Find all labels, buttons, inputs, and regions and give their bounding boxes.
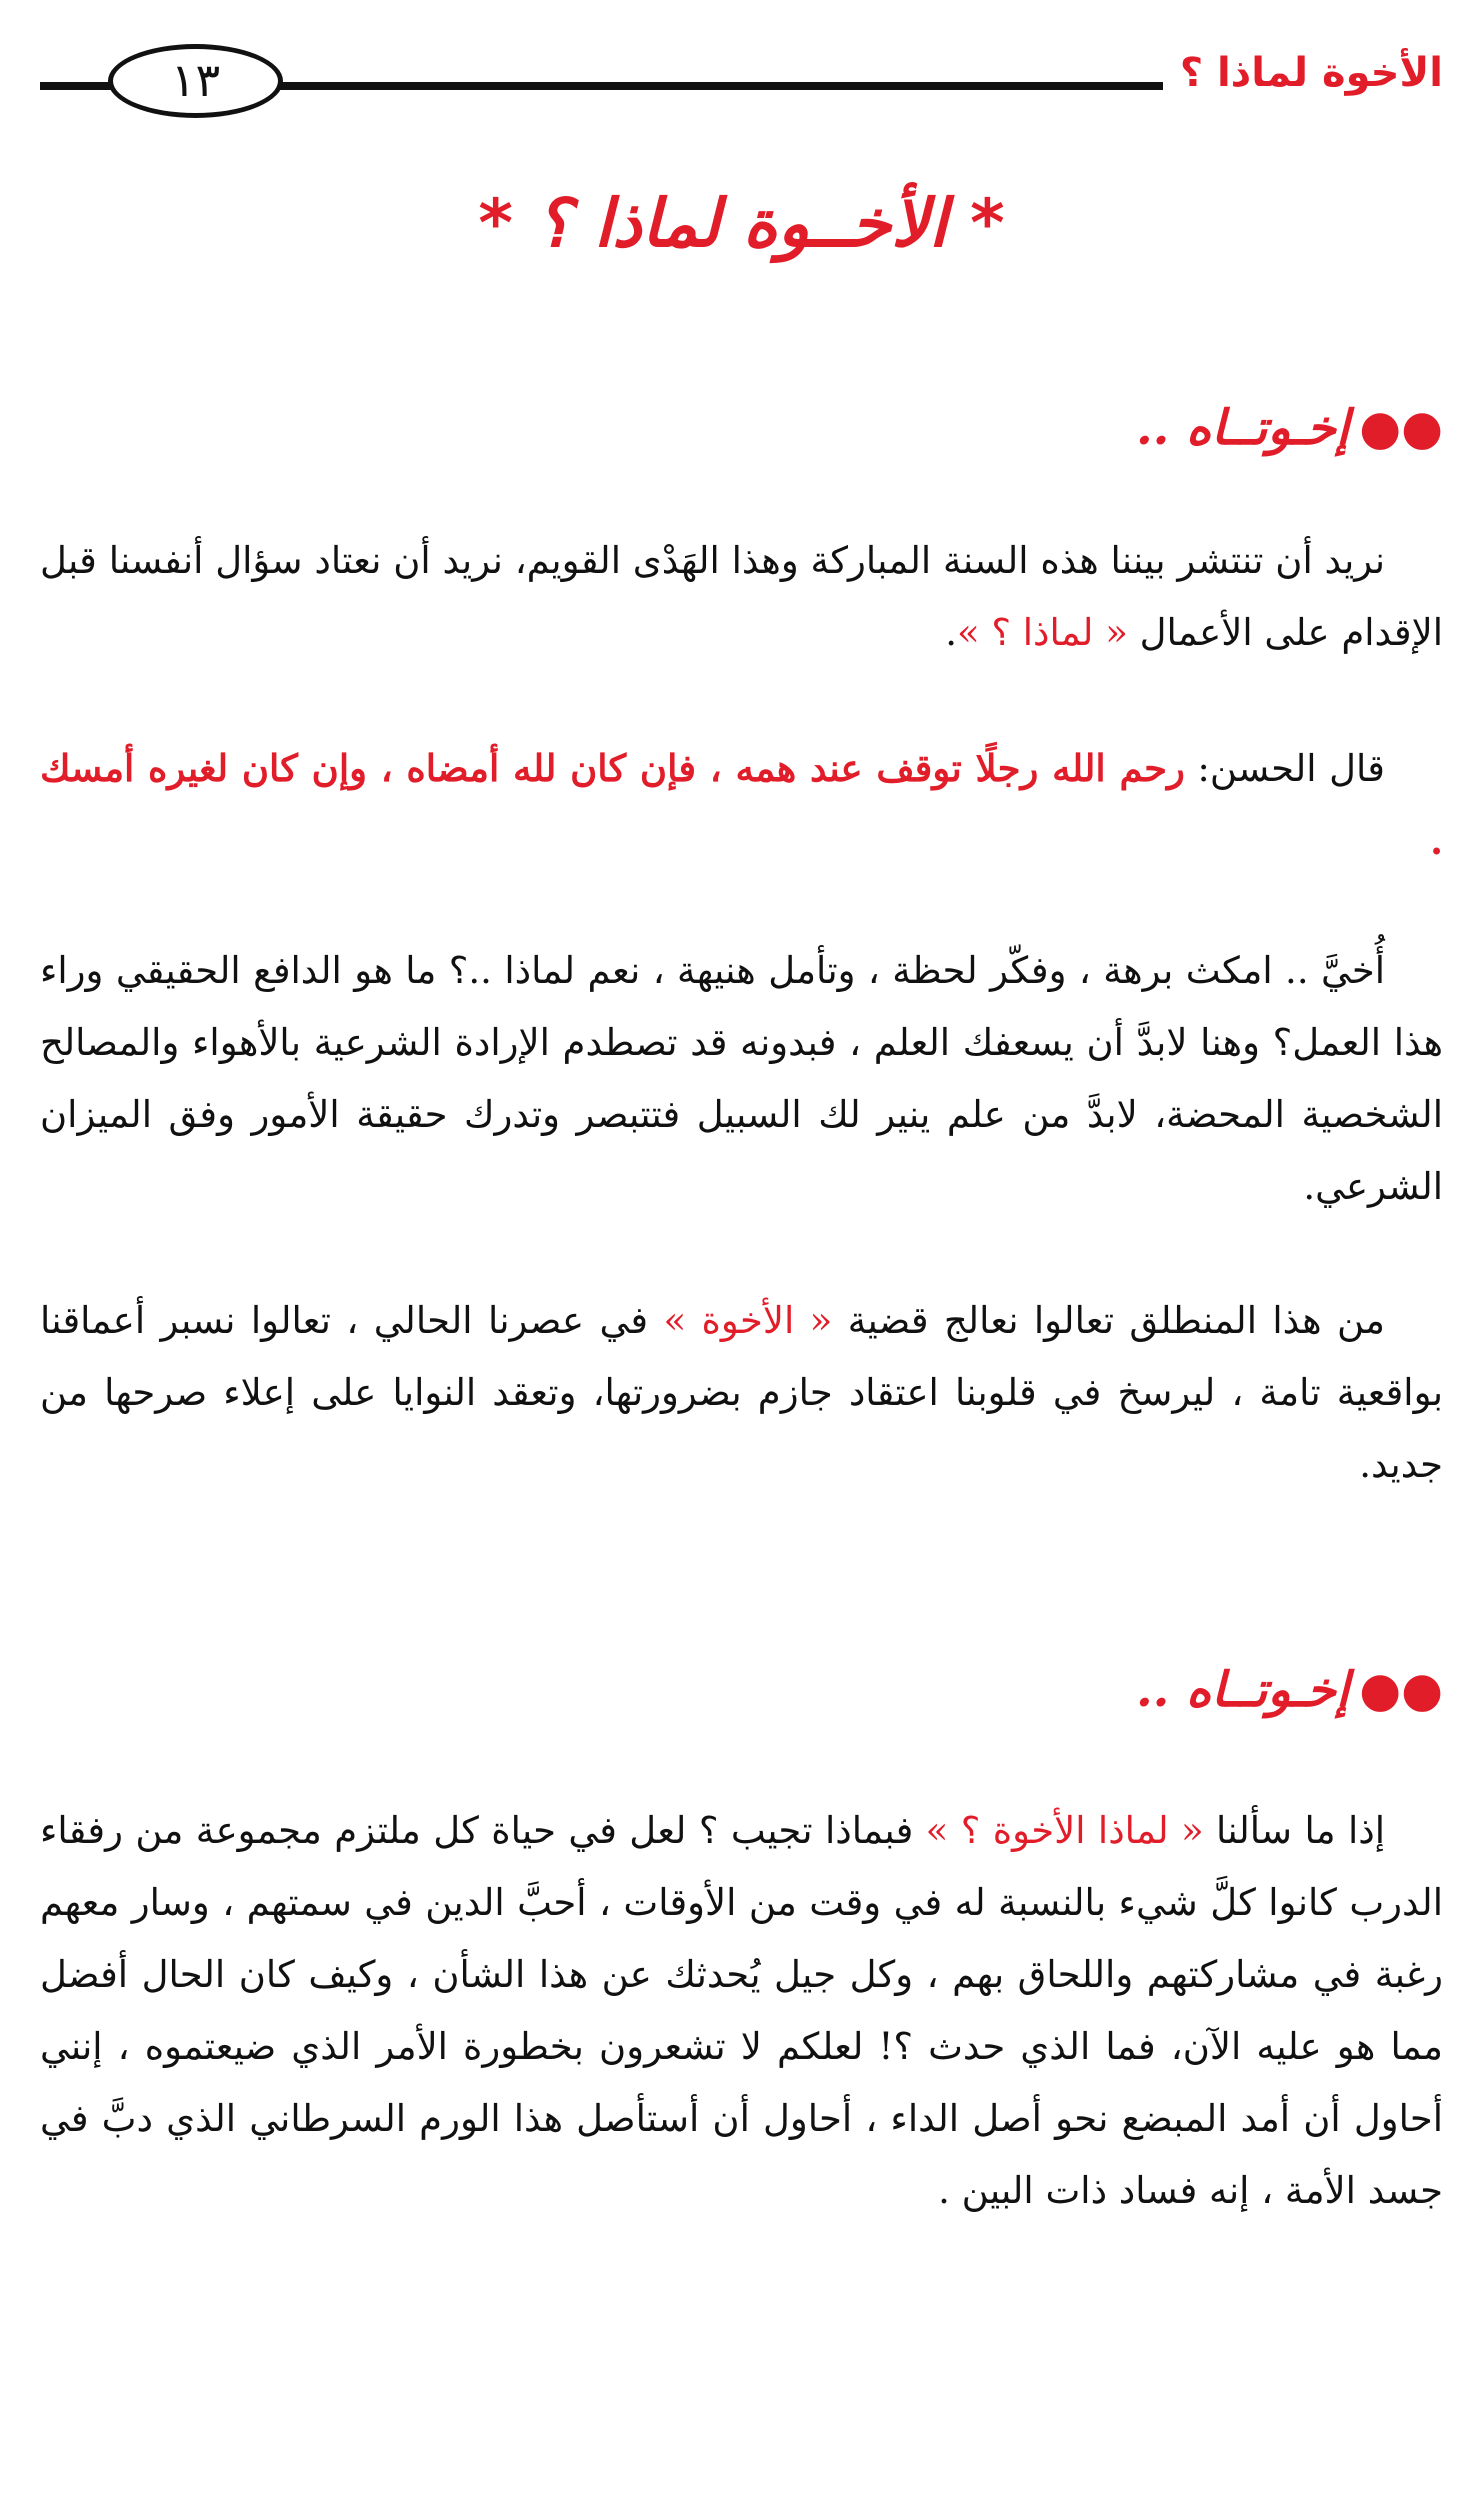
page-number: ١٣ [108, 44, 283, 118]
bullet-icon: ●● [1359, 400, 1443, 456]
inline-highlight: « لماذا الأخوة ؟ » [925, 1809, 1204, 1852]
quote-text: رحم الله رجلًا توقف عند همه ، فإن كان لله أمضاه ، وإن كان لغيره أمسك . [40, 746, 1443, 863]
chapter-title: * الأخــوة لماذا ؟ * [478, 185, 1005, 262]
subheading-text: إخـوتــاه .. [1135, 400, 1350, 456]
section-1-subheading [1136, 400, 1443, 456]
section-2-subheading [1136, 1662, 1443, 1718]
bullet-icon: ●● [1359, 1662, 1443, 1718]
running-header [40, 44, 1443, 114]
paragraph-2-quote: قال الحسن: رحم الله رجلًا توقف عند همه ، فإن كان لله أمضاه ، وإن كان لغيره أمسك . [40, 746, 1443, 863]
paragraph-1: نريد أن تنتشر بيننا هذه السنة المباركة وهذا الهَدْى القويم، نريد أن نعتاد سؤال أنفسنا قبل الإقدام على الأعمال « لماذا ؟ ». [40, 539, 1443, 654]
subheading-text: إخـوتــاه .. [1135, 1662, 1350, 1718]
running-title: الأخوة لماذا ؟ [1179, 50, 1443, 96]
paragraph-3: أُخيَّ .. امكث برهة ، وفكّر لحظة ، وتأمل هنيهة ، نعم لماذا ..؟ ما هو الدافع الحقيقي وراء هذا العمل؟ وهنا لابدَّ أن يسعفك العلم ، فبدونه قد تصطدم الإرادة الشرعية بالأهواء والمصالح الشخصية المحضة، لابدَّ من علم ينير لك السبيل فتتبصر وتدرك حقيقة الأمور وفق الميزان الشرعي. [40, 949, 1443, 1208]
paragraph-4: من هذا المنطلق تعالوا نعالج قضية « الأخوة » في عصرنا الحالي ، تعالوا نسبر أعماقنا بواقعية تامة ، ليرسخ في قلوبنا اعتقاد جازم بضرورتها، وتعقد النوايا على إعلاء صرحها من جديد. [40, 1299, 1443, 1486]
paragraph-5: إذا ما سألنا « لماذا الأخوة ؟ » فبماذا تجيب ؟ لعل في حياة كل ملتزم مجموعة من رفقاء الدرب كانوا كلَّ شيء بالنسبة له في وقت من الأوقات ، أحبَّ الدين في سمتهم ، وسار معهم رغبة في مشاركتهم واللحاق بهم ، وكل جيل يُحدثك عن هذا الشأن ، وكيف كان الحال أفضل مما هو عليه الآن، فما الذي حدث ؟! لعلكم لا تشعرون بخطورة الأمر الذي ضيعتموه ، إنني أحاول أن أمد المبضع نحو أصل الداء ، أحاول أن أستأصل هذا الورم السرطاني الذي دبَّ في جسد الأمة ، إنه فساد ذات البين . [40, 1809, 1443, 2212]
inline-highlight: « لماذا ؟ » [956, 611, 1128, 654]
inline-highlight: « الأخوة » [663, 1299, 833, 1342]
